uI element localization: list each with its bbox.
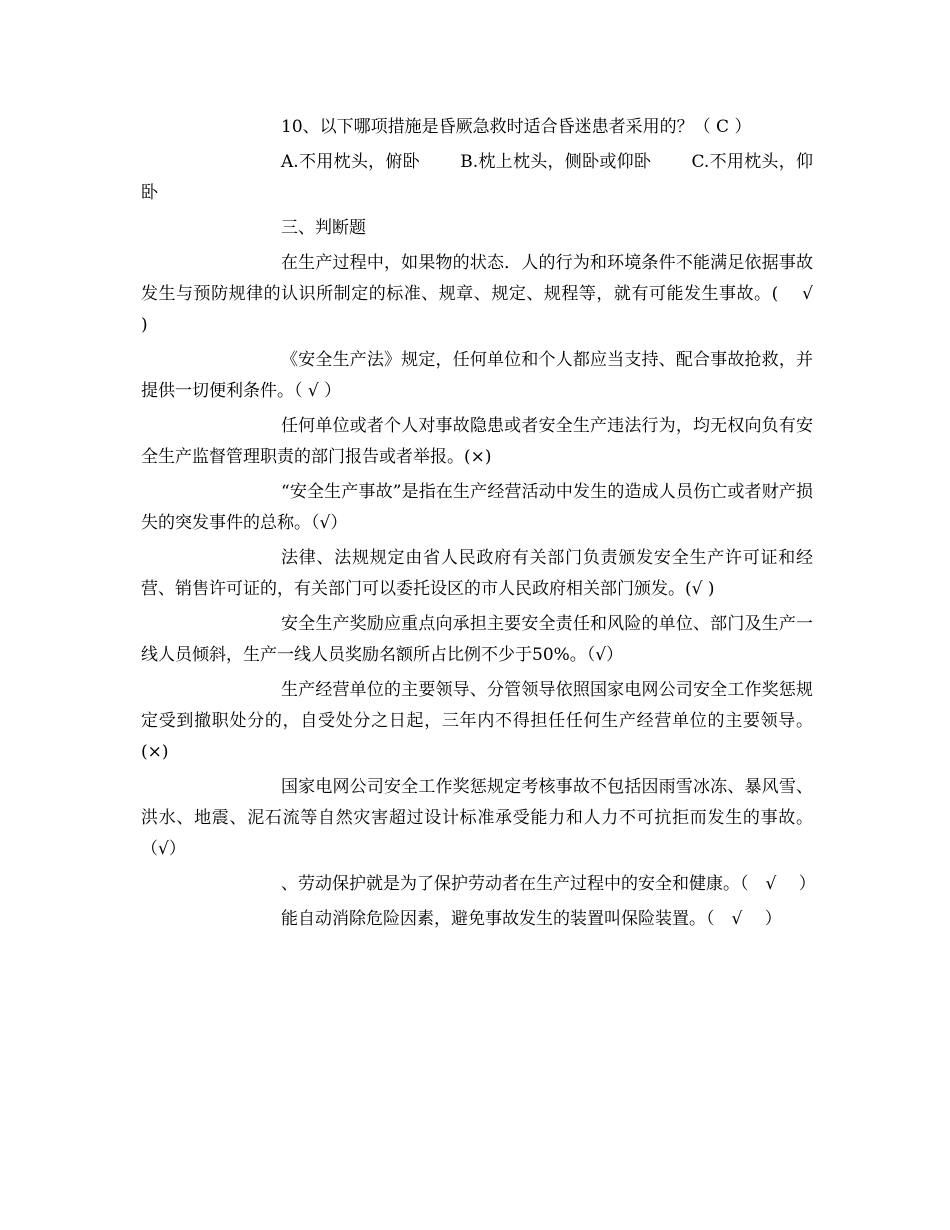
judgment-item-8: 国家电网公司安全工作奖惩规定考核事故不包括因雨雪冰冻、暴风雪、洪水、地震、泥石流等自然灾害超过设计标准承受能力和人力不可抗拒而发生的事故。（√） xyxy=(141,777,813,859)
judgment-item-10: 能自动消除危险因素，避免事故发生的装置叫保险装置。（ √ ） xyxy=(281,909,782,929)
judgment-item-5: 法律、法规规定由省人民政府有关部门负责颁发安全生产许可证和经营、销售许可证的，有关部门可以委托设区的市人民政府相关部门颁发。(√ ) xyxy=(141,548,813,599)
judgment-item-9: 、劳动保护就是为了保护劳动者在生产过程中的安全和健康。（ √ ） xyxy=(281,874,816,894)
document-body xyxy=(141,112,836,935)
question-10: 10、以下哪项措施是昏厥急救时适合昏迷患者采用的？（ C ） xyxy=(281,117,752,137)
judgment-item-3: 任何单位或者个人对事故隐患或者安全生产违法行为，均无权向负有安全生产监督管理职责的部门报告或者举报。(×) xyxy=(141,416,813,467)
judgment-item-1: 在生产过程中，如果物的状态．人的行为和环境条件不能满足依据事故发生与预防规律的认识所制定的标准、规章、规定、规程等，就有可能发生事故。( √ ) xyxy=(141,253,836,335)
section-heading-true-false: 三、判断题 xyxy=(281,218,366,238)
judgment-item-2: 《安全生产法》规定，任何单位和个人都应当支持、配合事故抢救，并提供一切便利条件。（ √ ） xyxy=(141,350,813,401)
question-10-options: A.不用枕头，俯卧 B.枕上枕头，侧卧或仰卧 C.不用枕头，仰卧 xyxy=(141,152,813,203)
judgment-item-4: “安全生产事故”是指在生产经营活动中发生的造成人员伤亡或者财产损失的突发事件的总称。（√） xyxy=(141,482,813,533)
judgment-item-7: 生产经营单位的主要领导、分管领导依照国家电网公司安全工作奖惩规定受到撤职处分的，自受处分之日起，三年内不得担任任何生产经营单位的主要领导。(×) xyxy=(141,680,813,762)
judgment-item-6: 安全生产奖励应重点向承担主要安全责任和风险的单位、部门及生产一线人员倾斜，生产一线人员奖励名额所占比例不少于50%。（√） xyxy=(141,614,813,665)
